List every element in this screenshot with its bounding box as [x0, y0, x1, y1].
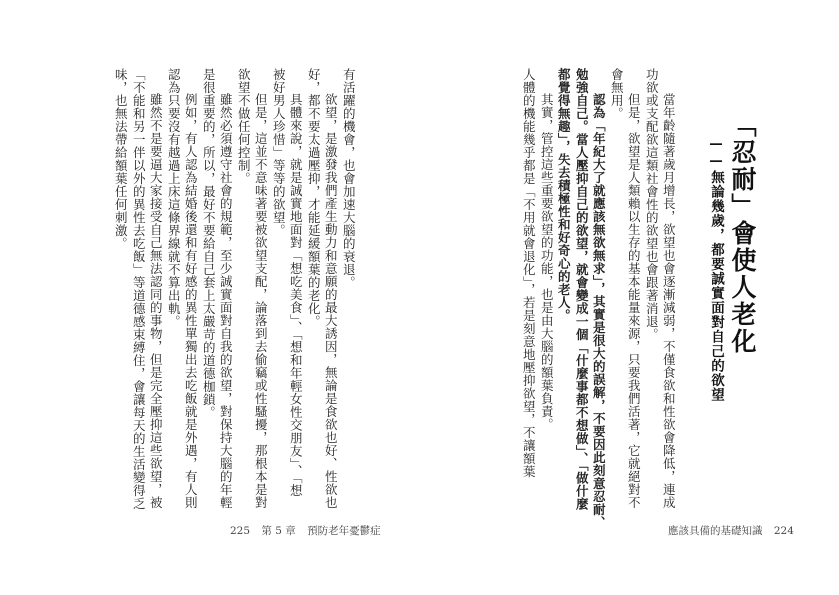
running-head: 應該具備的基礎知識	[668, 525, 763, 537]
left-paragraph-5: 雖然必須遵守社會的規範，至少誠實面對自我的欲望，對保持大腦的年輕	[218, 93, 234, 509]
chapter-label: 第 5 章	[261, 525, 296, 537]
left-paragraph-4: 但是，這並不意味著要被欲望支配，論落到去偷竊或性騷擾，那根本是對	[253, 93, 269, 509]
left-paragraph-6-cont: 認為只要沒有越過上床這條界線就不算出軌。	[166, 68, 182, 328]
left-paragraph-7-cont: 「不能和另一伴以外的異性去吃飯」等道德感束縛住，會讓每天的生活變得乏	[131, 68, 147, 510]
left-paragraph-2-cont: 好，都不要太過壓抑，才能延緩額葉的老化。	[306, 68, 322, 328]
right-paragraph-3-cont: 勉強自己。當人壓抑自己的欲望，就會變成一個「什麼事都不想做」、「做什麼	[574, 68, 590, 511]
left-footer	[230, 523, 389, 538]
left-paragraph-4-cont: 欲望不做任何控制。	[236, 68, 252, 185]
left-paragraph-3-cont: 被好男人珍惜」等等的欲望。	[271, 68, 287, 237]
right-paragraph-2-cont: 會無用。	[609, 68, 625, 120]
right-footer	[668, 523, 802, 538]
left-paragraph-3: 具體來說，就是誠實地面對「想吃美食」、「想和年輕女性交朋友」、「想	[288, 93, 304, 497]
left-paragraph-7-end: 味，也無法帶給額葉任何刺激。	[113, 68, 129, 250]
section-title: 「忍耐」會使人老化	[728, 112, 757, 355]
right-paragraph-4-cont: 人體的機能幾乎都是「不用就會退化」，若是刻意地壓抑欲望，不讓額葉	[521, 68, 537, 478]
left-paragraph-1: 有活躍的機會，也會加速大腦的衰退。	[341, 68, 357, 289]
left-paragraph-6: 例如，有人認為結婚後還和有好感的異性單獨出去吃飯就是外遇，有人則	[183, 93, 199, 509]
right-page-number: 224	[773, 525, 794, 537]
left-paragraph-5-cont: 是很重要的，所以，最好不要給自己套上太嚴苛的道德枷鎖。	[201, 68, 217, 419]
chapter-title: 預防老年憂鬱症	[307, 525, 381, 537]
section-subtitle: ——無論幾歲，都要誠實面對自己的欲望	[708, 136, 724, 402]
right-paragraph-3-end: 都覺得無趣」，失去積極性和好奇心的老人。	[556, 68, 572, 322]
right-paragraph-4: 其實，管控這些重要欲望的功能，也是由大腦的額葉負責。	[539, 93, 555, 431]
left-paragraph-2: 欲望，是激發我們產生動力和意願的最大誘因，無論是食欲也好、性欲也	[323, 93, 339, 509]
right-paragraph-3: 認為「年紀大了就應該無欲無求」，其實是很大的誤解，不要因此刻意忍耐、	[591, 93, 607, 529]
left-paragraph-7: 雖然不是要逼大家接受自己無法認同的事物，但是完全壓抑這些欲望，被	[148, 93, 164, 509]
left-page-number: 225	[230, 525, 251, 537]
right-paragraph-1: 當年齡隨著歲月增長，欲望也會逐漸減弱，不僅食欲和性欲會降低，連成	[661, 93, 677, 509]
right-paragraph-2: 但是，欲望是人類賴以生存的基本能量來源，只要我們活著，它就絕對不	[626, 93, 642, 509]
right-paragraph-1-cont: 功欲或支配欲這類社會性的欲望也會跟著消退。	[644, 68, 660, 341]
